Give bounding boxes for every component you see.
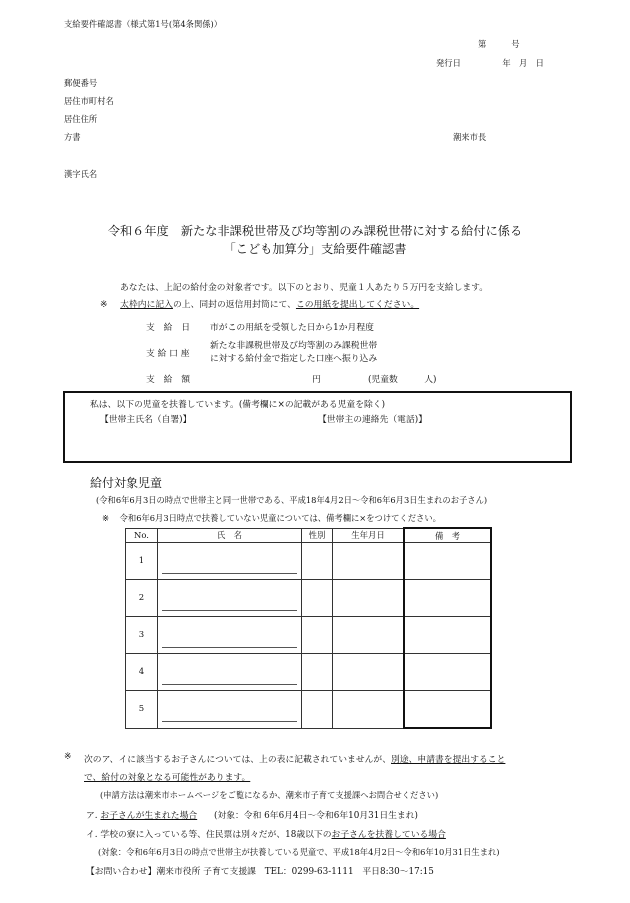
issue-date: 発行日 年 月 日 [436,58,544,68]
child-remarks-field[interactable] [404,580,491,617]
child-remarks-field[interactable] [404,617,491,654]
row-number: 5 [126,691,158,729]
col-birthdate: 生年月日 [333,528,405,543]
note-mark: ※ [100,300,108,310]
child-gender-field[interactable] [302,654,333,691]
document-title-line1: 令和６年度 新たな非課税世帯及び均等割のみ課税世帯に対する給付に係る [107,224,523,238]
child-count: (児童数 人) [368,375,437,385]
children-section-title: 給付対象児童 [90,476,163,490]
child-gender-field[interactable] [302,617,333,654]
row-number: 2 [126,580,158,617]
child-remarks-field[interactable] [404,654,491,691]
table-row [126,691,492,729]
payment-method-value1: 新たな非課税世帯及び均等割のみ課税世帯 [210,341,378,351]
child-name-field[interactable] [158,543,302,580]
postal-code-label: 郵便番号 [64,78,98,88]
note-fill-bold-frame: 太枠内に記入 [120,300,173,310]
recipient-label: 方書 [64,132,81,142]
col-remarks: 備 考 [404,528,491,543]
footer-line3: (申請方法は潮来市ホームページをご覧になるか、潮来市子育て支援課へお問合せください) [100,790,439,800]
item-a [86,808,418,821]
payment-method-value2: に対する給付金で指定した口座へ振り込み [210,354,378,364]
table-row [126,580,492,617]
children-note-mark: ※ [102,513,109,523]
payment-method-label: 支 給 口 座 [146,349,190,359]
child-birthdate-field[interactable] [333,654,405,691]
payment-amount-unit: 円 [312,375,321,385]
note-envelope: の上、同封の返信用封筒にて、 [172,300,296,310]
child-gender-field[interactable] [302,691,333,729]
table-row [126,654,492,691]
footer-line1-apply: 別途、申請書を提出すること [391,755,506,765]
child-birthdate-field[interactable] [333,617,405,654]
table-row [126,617,492,654]
item-b-note: (対象：令和6年6月3日の時点で世帯主が扶養している児童で、平成18年4月2日～令和6年10月31日生まれ) [98,847,500,857]
declaration-text: 私は、以下の児童を扶養しています。(備考欄に×の記載がある児童を除く) [90,400,386,410]
footer-line1 [84,752,505,765]
child-gender-field[interactable] [302,543,333,580]
mayor-name: 潮来市長 [453,132,487,142]
col-gender: 性別 [302,528,333,543]
household-head-name-field[interactable] [100,428,300,456]
table-row [126,543,492,580]
row-number: 4 [126,654,158,691]
footer-line2: で、給付の対象となる可能性があります。 [84,773,251,783]
payment-amount-label: 支 給 額 [146,375,190,385]
child-name-field[interactable] [158,580,302,617]
intro-text: あなたは、上記の給付金の対象者です。以下のとおり、児童１人あたり５万円を支給します。 [120,283,489,293]
item-b-label: イ. [86,830,98,840]
child-birthdate-field[interactable] [333,580,405,617]
contact-info: 【お問い合わせ】潮来市役所 子育て支援課 TEL：0299-63-1111 平日8:30～17:15 [86,867,434,877]
child-gender-field[interactable] [302,580,333,617]
col-no: No. [126,528,158,543]
municipality-label: 居住市町村名 [64,96,114,106]
child-name-field[interactable] [158,654,302,691]
footer-line1-text: 次のア、イに該当するお子さんについては、上の表に記載されていませんが、 [84,755,392,765]
item-a-text: お子さんが生まれた場合 [100,811,198,821]
item-a-label: ア. [86,811,98,821]
children-note [102,512,441,524]
household-head-contact-label: 【世帯主の連絡先（電話)】 [318,415,427,425]
kanji-name-label: 漢字氏名 [64,169,98,179]
intro-note [100,297,419,310]
household-head-name-label: 【世帯主氏名（自署)】 [100,415,192,425]
form-name: 支給要件確認書（様式第1号(第4条関係)） [64,19,223,29]
col-name: 氏 名 [158,528,302,543]
item-b-text2: お子さんを扶養している場合 [331,830,446,840]
household-head-contact-field[interactable] [318,428,558,456]
children-condition: (令和6年6月3日の時点で世帯主と同一世帯である、平成18年4月2日～令和6年6月3日生まれのお子さん) [96,495,488,505]
child-name-field[interactable] [158,691,302,729]
child-birthdate-field[interactable] [333,691,405,729]
child-remarks-field[interactable] [404,691,491,729]
footer-mark: ※ [64,752,72,762]
row-number: 1 [126,543,158,580]
row-number: 3 [126,617,158,654]
item-a-note: (対象：令和 6年6月4日～令和6年10月31日生まれ) [213,811,418,821]
payment-date-label: 支 給 日 [146,323,190,333]
document-number: 第 号 [478,39,520,49]
note-submit: この用紙を提出してください。 [295,300,420,310]
children-note-text: 令和6年6月3日時点で扶養していない児童については、備考欄に×をつけてください。 [119,513,441,523]
child-birthdate-field[interactable] [333,543,405,580]
item-b-text1: 学校の寮に入っている等、住民票は別々だが、18歳以下の [100,830,332,840]
child-name-field[interactable] [158,617,302,654]
child-remarks-field[interactable] [404,543,491,580]
item-b [86,827,446,840]
children-table [125,527,492,729]
document-title-line2: 「こども加算分」支給要件確認書 [223,242,407,256]
address-label: 居住住所 [64,114,98,124]
payment-date-value: 市がこの用紙を受領した日から1か月程度 [210,323,374,333]
